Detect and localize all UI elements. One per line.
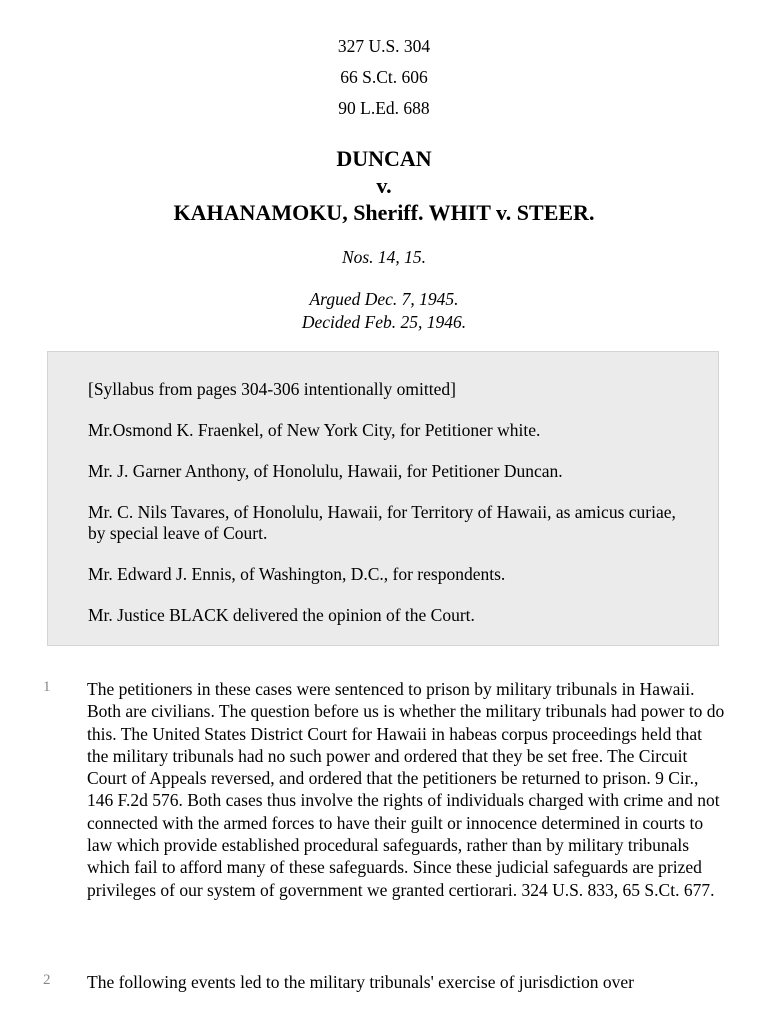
case-title-versus: v.: [376, 173, 392, 198]
case-numbers: Nos. 14, 15.: [341, 247, 427, 267]
paragraph-number: 1: [43, 679, 51, 695]
citations-block: [0, 33, 768, 126]
counsel-fraenkel: Mr.Osmond K. Fraenkel, of New York City, for Petitioner white.: [88, 420, 541, 440]
counsel-tavares: Mr. C. Nils Tavares, of Honolulu, Hawaii, for Territory of Hawaii, as amicus curiae, by special leave of Court.: [88, 502, 676, 543]
case-title-respondent: KAHANAMOKU, Sheriff. WHIT v. STEER.: [173, 200, 595, 225]
argued-date: Argued Dec. 7, 1945.: [309, 289, 459, 309]
paragraph-number: 2: [43, 972, 51, 988]
decided-date: Decided Feb. 25, 1946.: [301, 312, 467, 332]
case-title-petitioner: DUNCAN: [336, 146, 432, 171]
case-dates: [0, 288, 768, 334]
citation-us: 327 U.S. 304: [337, 36, 431, 56]
opinion-author: Mr. Justice BLACK delivered the opinion of the Court.: [88, 605, 475, 625]
citation-sct: 66 S.Ct. 606: [340, 67, 428, 87]
case-title: [0, 145, 768, 226]
paragraph-text: The petitioners in these cases were sentenced to prison by military tribunals in Hawaii. Both are civilians. The question before us is whether the military tribunals had power to do this. The United States District Court for Hawaii in habeas corpus proceedings held that the military tribunals had no such power and ordered that they be set free. The Circuit Court of Appeals reversed, and ordered that the petitioners be returned to prison. 9 Cir., 146 F.2d 576. Both cases thus involve the rights of individuals charged with crime and not connected with the armed forces to have their guilt or innocence determined in courts to law which provide established procedural safeguards, rather than by military tribunals which fail to afford many of these safeguards. Since these judicial safeguards are prized privileges of our system of government we granted certiorari. 324 U.S. 833, 65 S.Ct. 677.: [87, 679, 725, 900]
counsel-anthony: Mr. J. Garner Anthony, of Honolulu, Hawaii, for Petitioner Duncan.: [88, 461, 563, 481]
citation-led: 90 L.Ed. 688: [338, 98, 430, 118]
syllabus-note: [Syllabus from pages 304-306 intentionally omitted]: [88, 379, 456, 399]
syllabus-box: [47, 351, 719, 646]
counsel-ennis: Mr. Edward J. Ennis, of Washington, D.C., for respondents.: [88, 564, 506, 584]
paragraph-text: The following events led to the military tribunals' exercise of jurisdiction over: [87, 972, 634, 992]
